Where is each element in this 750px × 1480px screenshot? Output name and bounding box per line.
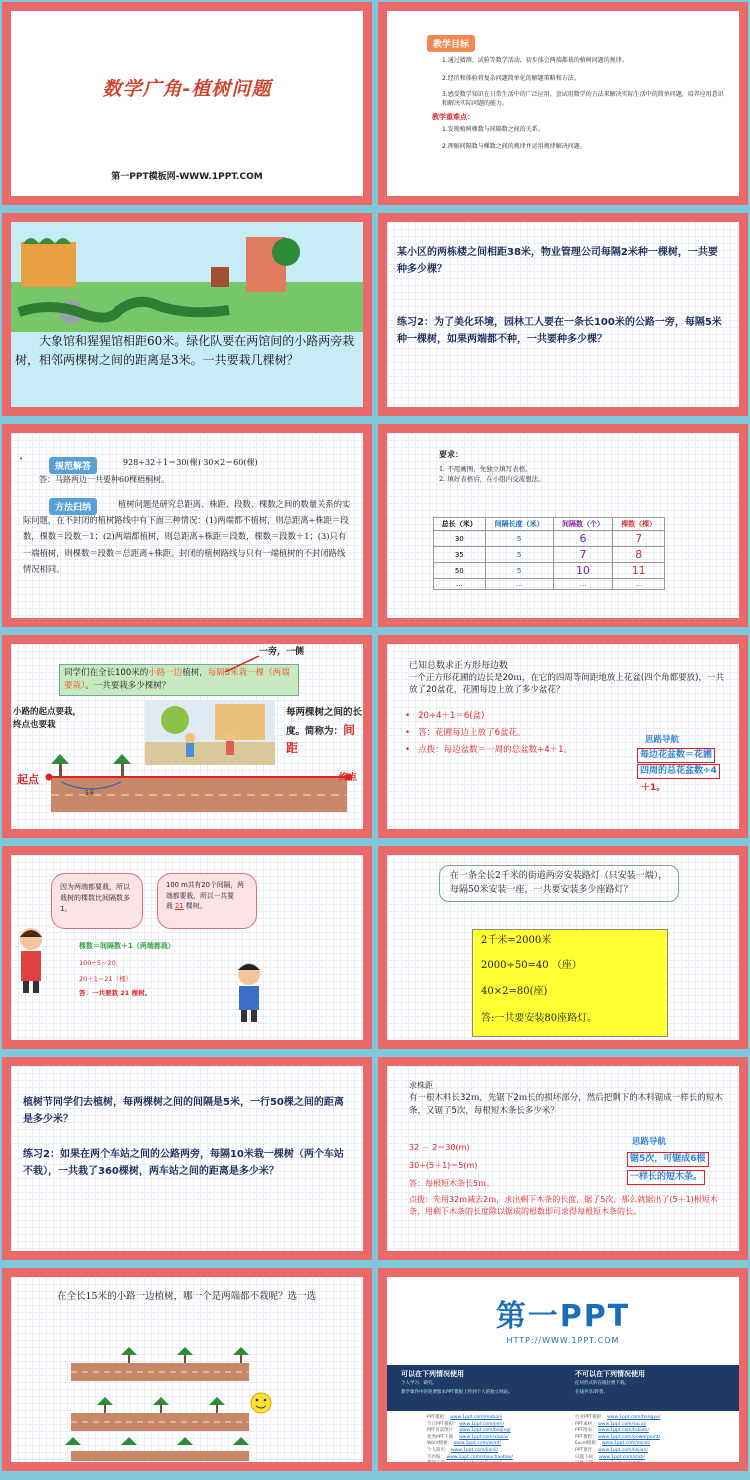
list-item[interactable]: PPT教程： www.1ppt.com/powerpoint/	[575, 1434, 660, 1440]
nav-box-1: 每边花盆数＝花圃	[637, 748, 715, 763]
solution-equation: 928÷32＋1＝30(棵) 30×2＝60(棵)	[123, 458, 258, 467]
links-right	[575, 1415, 660, 1468]
table-header: 间隔长度（米）	[485, 518, 553, 531]
brand-logo: 第一PPT	[495, 1299, 631, 1334]
cannot-use-heading: 不可以在下列情况使用	[575, 1370, 645, 1378]
slide-wood[interactable]	[378, 1057, 748, 1260]
zoo-problem-text: 大象馆和猩猩馆相距60米。绿化队要在两馆间的小路两旁栽树，相邻两棵树之间的距离是3米。一共要栽几棵树？	[15, 334, 355, 368]
slide-footer: 第一PPT模板网-WWW.1PPT.COM	[111, 172, 263, 182]
slide-choose[interactable]	[2, 1268, 372, 1471]
requirement-1: 1. 不用画图，先独立填写表格。	[439, 465, 532, 473]
key-2: 2.理解间隔数与棵数之间的规律并运用规律解决问题。	[442, 143, 586, 150]
practice-question-3: 植树节同学们去植树，每两棵树之间的间隔是5米，一行50棵之间的距离是多少米？	[23, 1097, 344, 1125]
answer-line-1: 2千米=2000米	[481, 935, 552, 946]
requirement-2: 2. 填好表格后，在小组内交流想法。	[439, 475, 545, 483]
list-item[interactable]: PPT课件： www.1ppt.com/kejian/	[575, 1447, 648, 1453]
list-item[interactable]: PPT模板： www.1ppt.com/moban/	[427, 1415, 503, 1420]
cannot-use-1: 任何形式的在线付费下载。	[575, 1381, 629, 1386]
formula: 棵数＝间隔数＋1（两端都栽）	[79, 942, 175, 950]
list-item[interactable]: 行业PPT模板： www.1ppt.com/hangye/	[575, 1415, 661, 1420]
wood-calc-2: 30÷(5＋1)＝5(m)	[409, 1161, 478, 1170]
list-item[interactable]: 字体下载： www.1ppt.com/ziti/	[575, 1461, 643, 1467]
bubble-2: 100 m共有20个间隔，两端都要栽，所以一共要栽 21 棵树。	[157, 873, 257, 929]
list-item[interactable]: PPT素材： www.1ppt.com/sucai/	[575, 1421, 647, 1427]
label-end: 终点	[339, 773, 358, 783]
wood-nav-box-1: 锯5次，可锯成6根	[627, 1152, 709, 1167]
lamp-question: 在一条全长2千米的街道两旁安装路灯（只安装一端），每隔50米安装一座，一共要安装多少座路灯？	[439, 865, 679, 902]
nav-box-3: ＋1。	[641, 783, 666, 793]
cannot-use-2: 在线共享/转售。	[575, 1390, 609, 1395]
key-points-label: 教学重难点：	[432, 113, 474, 121]
wood-tip: 点拨：先用32ｍ减去2ｍ，求出剩下木条的长度，锯了5次，那么就锯出了(5＋1)根短木条，用剩下木条的长度除以锯成的根数即可求得每根短木条的长。	[409, 1195, 718, 1217]
note-start-end: 小路的起点要栽，终点也要栽	[13, 707, 82, 730]
tree-icon	[51, 754, 69, 777]
standard-answer-tag: 规范解答	[49, 457, 97, 474]
list-item[interactable]: Word模板： www.1ppt.com/word/	[427, 1441, 502, 1447]
calc-1: 100÷5＝20	[79, 959, 116, 967]
nav-label: 思路导航	[645, 735, 680, 745]
note-spacing: 每两棵树之间的长度。简称为：间距	[286, 707, 363, 756]
objectives-tag: 教学目标	[427, 35, 475, 52]
brand-url: HTTP://WWW.1PPT.COM	[506, 1336, 620, 1345]
wood-nav-label: 思路导航	[632, 1137, 667, 1147]
goal-3: 3.感受数学知识在日常生活中的广泛应用，尝试用数学的方法来解决实际生活中的简单问题，培养应用意识和解决实际问题的能力。	[442, 91, 724, 107]
slide-objectives[interactable]	[378, 2, 748, 205]
choose-question: 在全长15米的小路一边植树，哪一个是两端都不栽呢？选一选	[57, 1291, 317, 1302]
slide-title[interactable]	[2, 2, 372, 205]
student-girl-icon	[13, 925, 53, 995]
label-start: 起点	[17, 773, 39, 786]
table-header: 棵数（棵）	[613, 518, 665, 531]
table-header: 间隔数（个）	[553, 518, 613, 531]
calc-2: 20＋1＝21（棵）	[79, 975, 133, 983]
wood-answer: 答：每根短木条长5ｍ。	[409, 1179, 495, 1188]
bullet-dot: •	[19, 455, 24, 463]
wood-calc-1: 32 － 2＝30(m)	[409, 1143, 470, 1152]
slide-street-lamps[interactable]	[378, 846, 748, 1049]
slide-bubbles[interactable]	[2, 846, 372, 1049]
wood-heading: 求株距	[409, 1081, 433, 1090]
list-item[interactable]: PPT图表： www.1ppt.com/tubiao/	[575, 1428, 649, 1434]
answer-line-4: 答:一共要安装80座路灯。	[481, 1013, 598, 1024]
square-tip: • 点拨：每边盆数＝一周的总盆数÷4＋1。	[405, 745, 573, 755]
slide-practice-2[interactable]	[2, 1057, 372, 1260]
calc-answer: 答：一共要栽 21 棵树。	[79, 989, 152, 997]
practice-question-1: 某小区的两栋楼之间相距38米，物业管理公司每隔2米种一棵树，一共要种多少棵？	[397, 247, 718, 275]
bubble-1: 因为两端都要栽，所以栽树的棵数比间隔数多1。	[51, 873, 143, 929]
list-item[interactable]: 个人简历： www.1ppt.com/jianli/	[427, 1447, 499, 1453]
road-option-c	[71, 1451, 249, 1461]
solution-answer: 答：马路两边一共要种60棵梧桐树。	[39, 475, 170, 484]
practice-question-2: 练习2：为了美化环境，园林工人要在一条长100米的公路一旁，每隔5米种一棵树，如果两端都不种，一共要种多少棵？	[397, 317, 722, 345]
zoo-illustration	[11, 222, 363, 332]
method-text: 植树问题是研究总距离、株距、段数、棵数之间的数量关系的实际问题，在不封闭的植树路线中有下面三种情况：(1)两端都不植树，则总距离÷株距＝段数，棵数＝段数－1；(2)两端都植树，则总距离÷株距＝段数，棵数＝段数＋1；(3)只有一端植树，则棵数＝段数＝总距离÷株距。封闭的植树路线与只有一端植树的不封闭路线情况相同。	[23, 499, 351, 574]
can-use-2: 教学课件中的免费版本PPT模板上传到个人的独立网站。	[401, 1390, 513, 1395]
requirements-label: 要求：	[439, 449, 463, 459]
road-diagram	[11, 754, 363, 824]
list-item[interactable]: 优秀PPT下载： www.1ppt.com/xiazai/	[427, 1434, 509, 1440]
callout-arrow-icon	[221, 654, 261, 674]
links-left	[427, 1415, 513, 1468]
square-question: 一个正方形花圃的边长是20ｍ，在它的四周等间距地放上花盆(四个角都要放)，一共放了20盆花，花圃每边上放了多少盆花？	[409, 673, 724, 696]
slide-practice-1[interactable]	[378, 213, 748, 416]
square-heading: 已知总数求正方形每边数	[409, 661, 509, 671]
slide-square-garden[interactable]	[378, 635, 748, 838]
goal-2: 2.经历和体验将复杂问题简单化的解题策略和方法。	[442, 75, 580, 82]
table-row: 50 5 10 11	[434, 563, 665, 579]
can-use-heading: 可以在下列情况使用	[401, 1370, 464, 1378]
list-item[interactable]: 节日PPT模板： www.1ppt.com/jieri/	[427, 1421, 504, 1427]
student-boy-icon	[231, 960, 271, 1030]
table-row: … … … …	[434, 579, 665, 590]
answer-line-3: 40×2=80(座)	[481, 986, 548, 997]
answer-line-2: 2000÷50=40 （座）	[481, 960, 582, 971]
list-item[interactable]: 教案下载： www.1ppt.com/jiaoan/	[427, 1461, 502, 1467]
square-answer: • 答：花圃每边上放了6盆花。	[405, 728, 526, 738]
question-box: 同学们在全长100米的小路一边植树，每隔5米栽一棵（两端要栽）。一共要栽多少棵树？	[59, 664, 299, 696]
can-use-1: 个人学习、研究。	[401, 1381, 437, 1386]
slide-title-heading: 数学广角-植树问题	[102, 78, 272, 100]
slide-zoo-problem[interactable]	[2, 213, 372, 416]
table-row: 30 5 6 7	[434, 531, 665, 547]
callout-one-side: 一旁，一侧	[259, 647, 305, 657]
smiley-icon	[251, 1393, 271, 1413]
method-tag: 方法归纳	[49, 498, 97, 515]
slide-brand[interactable]	[378, 1268, 748, 1471]
nav-box-2: 四周的总花盆数÷4	[637, 764, 720, 779]
table-row: 35 5 7 8	[434, 547, 665, 563]
list-item[interactable]: 试题下载： www.1ppt.com/shiti/	[575, 1454, 645, 1460]
wood-question: 有一根木料长32ｍ，先锯下2ｍ长的损坏部分，然后把剩下的木料锯成一样长的短木条，又锯了5次，每根短木条长多少米？	[409, 1093, 723, 1116]
label-5m: 5米	[85, 790, 95, 797]
slide-road-diagram[interactable]	[2, 635, 372, 838]
slide-table[interactable]	[378, 424, 748, 627]
list-item[interactable]: 手抄报： www.1ppt.com/shouchaobao/	[427, 1454, 513, 1460]
tree-icon	[113, 754, 131, 777]
wood-nav-box-2: 一样长的短木条。	[627, 1170, 705, 1185]
practice-question-4: 练习2：如果在两个车站之间的公路两旁，每隔10米栽一棵树（两个车站不栽），一共栽了360棵树，两车站之间的距离是多少米？	[23, 1149, 344, 1177]
slide-method[interactable]	[2, 424, 372, 627]
goal-1: 1.通过猜测、试验等数学活动，初步体会两端都栽的植树问题的规律。	[442, 57, 628, 64]
road-options	[11, 1321, 363, 1461]
square-equation: • 20÷4＋1＝6(盆)	[405, 711, 485, 721]
table-header: 总长（米）	[434, 518, 486, 531]
list-item[interactable]: PPT背景图片： www.1ppt.com/beijing/	[427, 1428, 511, 1434]
list-item[interactable]: Excel模板： www.1ppt.com/excel/	[575, 1441, 651, 1447]
tree-table	[433, 517, 665, 590]
key-1: 1.发现植树棵数与间隔数之间的关系。	[442, 126, 544, 133]
